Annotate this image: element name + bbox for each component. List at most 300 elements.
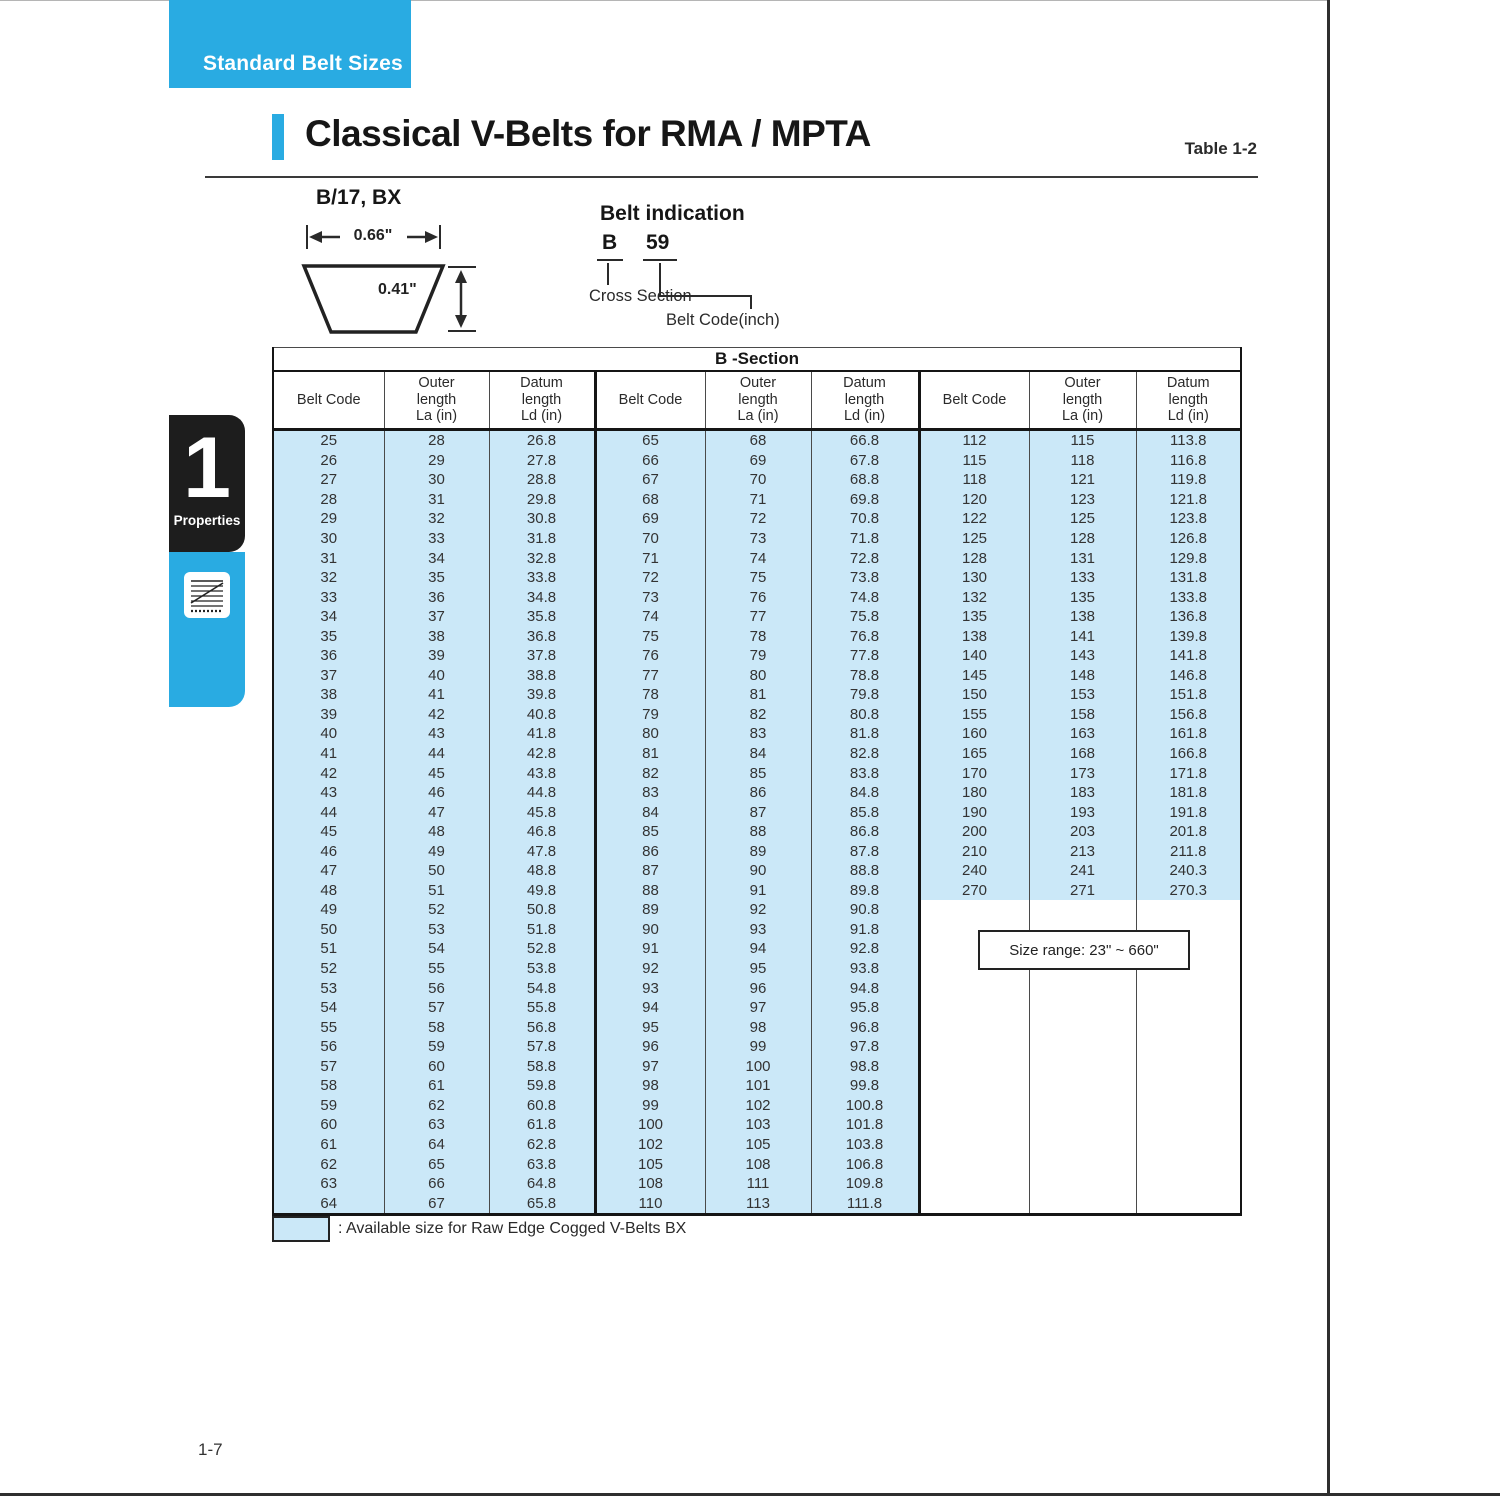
- outer-length-cell: 123: [1029, 490, 1136, 510]
- table-row: [273, 666, 1241, 686]
- table-row: [273, 705, 1241, 725]
- title-accent-bar: [272, 114, 284, 160]
- belt-code-cell: 91: [595, 939, 705, 959]
- outer-length-header: Outer length La (in): [705, 371, 811, 430]
- outer-length-cell: 60: [384, 1057, 489, 1077]
- datum-length-cell: 83.8: [811, 763, 919, 783]
- belt-code-cell: 80: [595, 724, 705, 744]
- outer-length-cell: 98: [705, 1017, 811, 1037]
- datum-length-cell: [1136, 1193, 1241, 1214]
- belt-code-cell: 52: [273, 959, 384, 979]
- outer-length-cell: 128: [1029, 529, 1136, 549]
- table-row: [273, 1017, 1241, 1037]
- datum-length-cell: [1136, 900, 1241, 920]
- datum-length-cell: 27.8: [489, 451, 595, 471]
- belt-trapezoid: [304, 266, 443, 332]
- belt-code-cell: 135: [919, 607, 1029, 627]
- belt-code-cell: 108: [595, 1174, 705, 1194]
- datum-length-cell: 70.8: [811, 509, 919, 529]
- belt-code-cell: 32: [273, 568, 384, 588]
- datum-length-cell: 77.8: [811, 646, 919, 666]
- datum-length-cell: 141.8: [1136, 646, 1241, 666]
- belt-code-cell: 85: [595, 822, 705, 842]
- belt-code-cell: 27: [273, 470, 384, 490]
- outer-length-cell: 42: [384, 705, 489, 725]
- datum-length-cell: [1136, 978, 1241, 998]
- table-row: [273, 568, 1241, 588]
- outer-length-cell: 52: [384, 900, 489, 920]
- datum-length-cell: 50.8: [489, 900, 595, 920]
- belt-code-cell: [919, 1037, 1029, 1057]
- datum-length-cell: 106.8: [811, 1154, 919, 1174]
- belt-code-cell: 77: [595, 666, 705, 686]
- outer-length-cell: [1029, 978, 1136, 998]
- belt-code-cell: [919, 1096, 1029, 1116]
- datum-length-cell: 78.8: [811, 666, 919, 686]
- belt-code-cell: 38: [273, 685, 384, 705]
- outer-length-cell: 86: [705, 783, 811, 803]
- belt-code-cell: 25: [273, 430, 384, 451]
- outer-length-cell: 84: [705, 744, 811, 764]
- page-number: 1-7: [198, 1440, 223, 1459]
- outer-length-cell: 69: [705, 451, 811, 471]
- outer-length-cell: 54: [384, 939, 489, 959]
- outer-length-cell: 38: [384, 626, 489, 646]
- belt-code-cell: 93: [595, 978, 705, 998]
- outer-length-cell: 183: [1029, 783, 1136, 803]
- outer-length-cell: 33: [384, 529, 489, 549]
- datum-length-cell: 270.3: [1136, 881, 1241, 901]
- chapter-icon-block[interactable]: [169, 552, 245, 707]
- cross-section-label: Cross Section: [589, 287, 692, 305]
- datum-length-cell: 30.8: [489, 509, 595, 529]
- belt-code-cell: 210: [919, 841, 1029, 861]
- datum-length-cell: 53.8: [489, 959, 595, 979]
- table-row: [273, 587, 1241, 607]
- cross-section-value: B: [602, 231, 618, 254]
- table-row: [273, 607, 1241, 627]
- table-row: [273, 1135, 1241, 1155]
- datum-length-cell: 34.8: [489, 587, 595, 607]
- belt-code-cell: 61: [273, 1135, 384, 1155]
- outer-length-cell: 40: [384, 666, 489, 686]
- outer-length-cell: 103: [705, 1115, 811, 1135]
- outer-length-cell: 68: [705, 430, 811, 451]
- belt-code-cell: 98: [595, 1076, 705, 1096]
- belt-code-cell: 138: [919, 626, 1029, 646]
- datum-length-cell: 109.8: [811, 1174, 919, 1194]
- outer-length-cell: 46: [384, 783, 489, 803]
- datum-length-cell: 61.8: [489, 1115, 595, 1135]
- title-rule: [205, 176, 1258, 178]
- outer-length-cell: 50: [384, 861, 489, 881]
- outer-length-cell: 57: [384, 998, 489, 1018]
- legend-text: : Available size for Raw Edge Cogged V-Belts BX: [338, 1220, 687, 1237]
- datum-length-cell: 58.8: [489, 1057, 595, 1077]
- datum-length-cell: 74.8: [811, 587, 919, 607]
- datum-length-cell: 87.8: [811, 841, 919, 861]
- chart-table-icon: [184, 572, 230, 618]
- cross-section-underline: [597, 259, 623, 261]
- outer-length-cell: 56: [384, 978, 489, 998]
- outer-length-cell: 173: [1029, 763, 1136, 783]
- belt-code-cell: 63: [273, 1174, 384, 1194]
- outer-length-cell: 102: [705, 1096, 811, 1116]
- chapter-tab[interactable]: [169, 415, 245, 552]
- belt-code-cell: 150: [919, 685, 1029, 705]
- belt-code-cell: 125: [919, 529, 1029, 549]
- belt-code-cell: [919, 1057, 1029, 1077]
- outer-length-cell: 82: [705, 705, 811, 725]
- datum-length-cell: 56.8: [489, 1017, 595, 1037]
- outer-length-cell: 91: [705, 881, 811, 901]
- outer-length-cell: 61: [384, 1076, 489, 1096]
- belt-code-cell: 190: [919, 802, 1029, 822]
- outer-length-cell: 135: [1029, 587, 1136, 607]
- datum-length-cell: 65.8: [489, 1193, 595, 1214]
- belt-code-cell: [919, 1193, 1029, 1214]
- belt-code-cell: 66: [595, 451, 705, 471]
- outer-length-cell: 43: [384, 724, 489, 744]
- size-range-note-box: [978, 930, 1190, 970]
- left-arrowhead-icon: [309, 231, 322, 243]
- outer-length-cell: [1029, 1076, 1136, 1096]
- outer-length-cell: 88: [705, 822, 811, 842]
- datum-length-cell: [1136, 1076, 1241, 1096]
- outer-length-cell: 77: [705, 607, 811, 627]
- table-row: [273, 841, 1241, 861]
- outer-length-cell: 81: [705, 685, 811, 705]
- outer-length-cell: 29: [384, 451, 489, 471]
- datum-length-cell: [1136, 1154, 1241, 1174]
- outer-length-cell: 87: [705, 802, 811, 822]
- outer-length-cell: 92: [705, 900, 811, 920]
- datum-length-cell: 156.8: [1136, 705, 1241, 725]
- outer-length-cell: [1029, 1135, 1136, 1155]
- belt-code-cell: 240: [919, 861, 1029, 881]
- belt-code-cell: 46: [273, 841, 384, 861]
- section-tab: [169, 0, 411, 88]
- outer-length-cell: 95: [705, 959, 811, 979]
- datum-length-cell: 85.8: [811, 802, 919, 822]
- datum-length-cell: 29.8: [489, 490, 595, 510]
- belt-code-cell: 70: [595, 529, 705, 549]
- datum-length-cell: 38.8: [489, 666, 595, 686]
- datum-length-cell: 31.8: [489, 529, 595, 549]
- belt-code-cell: 200: [919, 822, 1029, 842]
- datum-length-cell: 64.8: [489, 1174, 595, 1194]
- table-row: [273, 744, 1241, 764]
- belt-code-cell: 88: [595, 881, 705, 901]
- outer-length-header: Outer length La (in): [1029, 371, 1136, 430]
- datum-length-cell: 63.8: [489, 1154, 595, 1174]
- outer-length-header: Outer length La (in): [384, 371, 489, 430]
- outer-length-cell: 73: [705, 529, 811, 549]
- datum-length-cell: 139.8: [1136, 626, 1241, 646]
- datum-length-cell: 28.8: [489, 470, 595, 490]
- table-row: [273, 978, 1241, 998]
- datum-length-cell: 126.8: [1136, 529, 1241, 549]
- belt-code-label: Belt Code(inch): [666, 311, 780, 329]
- belt-code-cell: 74: [595, 607, 705, 627]
- outer-length-cell: 133: [1029, 568, 1136, 588]
- outer-length-cell: 44: [384, 744, 489, 764]
- belt-code-cell: 76: [595, 646, 705, 666]
- datum-length-cell: 84.8: [811, 783, 919, 803]
- outer-length-cell: 58: [384, 1017, 489, 1037]
- datum-length-cell: 39.8: [489, 685, 595, 705]
- datum-length-cell: 48.8: [489, 861, 595, 881]
- datum-length-cell: 40.8: [489, 705, 595, 725]
- datum-length-cell: 66.8: [811, 430, 919, 451]
- belt-code-cell: 90: [595, 920, 705, 940]
- table-row: [273, 822, 1241, 842]
- datum-length-cell: 90.8: [811, 900, 919, 920]
- outer-length-cell: 271: [1029, 881, 1136, 901]
- datum-length-cell: 49.8: [489, 881, 595, 901]
- outer-length-cell: 90: [705, 861, 811, 881]
- outer-length-cell: [1029, 1115, 1136, 1135]
- datum-length-cell: 93.8: [811, 959, 919, 979]
- datum-length-cell: 72.8: [811, 548, 919, 568]
- belt-code-cell: 99: [595, 1096, 705, 1116]
- datum-length-cell: 68.8: [811, 470, 919, 490]
- datum-length-cell: 76.8: [811, 626, 919, 646]
- outer-length-cell: 113: [705, 1193, 811, 1214]
- belt-code-cell: 40: [273, 724, 384, 744]
- outer-length-cell: 36: [384, 587, 489, 607]
- belt-code-cell: 112: [919, 430, 1029, 451]
- belt-code-header: Belt Code: [919, 371, 1029, 430]
- belt-code-cell: 89: [595, 900, 705, 920]
- belt-code-cell: 59: [273, 1096, 384, 1116]
- datum-length-cell: [1136, 1174, 1241, 1194]
- cross-section-connector: [607, 263, 609, 285]
- belt-table-body: [273, 430, 1241, 1215]
- outer-length-cell: 41: [384, 685, 489, 705]
- belt-table-header-row: [273, 371, 1241, 430]
- outer-length-cell: 213: [1029, 841, 1136, 861]
- table-row: [273, 1096, 1241, 1116]
- datum-length-cell: 33.8: [489, 568, 595, 588]
- outer-length-cell: 163: [1029, 724, 1136, 744]
- datum-length-cell: 146.8: [1136, 666, 1241, 686]
- belt-code-cell: 26: [273, 451, 384, 471]
- datum-length-cell: 98.8: [811, 1057, 919, 1077]
- belt-code-cell: [919, 900, 1029, 920]
- outer-length-cell: 39: [384, 646, 489, 666]
- outer-length-cell: 148: [1029, 666, 1136, 686]
- table-row: [273, 1115, 1241, 1135]
- belt-code-cell: 95: [595, 1017, 705, 1037]
- belt-code-cell: 56: [273, 1037, 384, 1057]
- table-row: [273, 763, 1241, 783]
- table-row: [273, 685, 1241, 705]
- datum-length-cell: 41.8: [489, 724, 595, 744]
- outer-length-cell: 94: [705, 939, 811, 959]
- belt-code-cell: 82: [595, 763, 705, 783]
- outer-length-cell: 131: [1029, 548, 1136, 568]
- outer-length-cell: 28: [384, 430, 489, 451]
- outer-length-cell: [1029, 900, 1136, 920]
- outer-length-cell: 241: [1029, 861, 1136, 881]
- belt-code-cell: 79: [595, 705, 705, 725]
- datum-length-cell: 116.8: [1136, 451, 1241, 471]
- belt-code-cell: 29: [273, 509, 384, 529]
- outer-length-cell: 83: [705, 724, 811, 744]
- belt-code-cell: 118: [919, 470, 1029, 490]
- belt-width-dimension: 0.66": [353, 227, 393, 244]
- page-bottom-border: [0, 1493, 1500, 1496]
- datum-length-cell: 37.8: [489, 646, 595, 666]
- chart-table-icon-svg: [184, 572, 230, 618]
- datum-length-cell: 103.8: [811, 1135, 919, 1155]
- belt-code-cell: 41: [273, 744, 384, 764]
- belt-code-cell: 64: [273, 1193, 384, 1214]
- datum-length-cell: 59.8: [489, 1076, 595, 1096]
- belt-code-cell: 57: [273, 1057, 384, 1077]
- outer-length-cell: 93: [705, 920, 811, 940]
- belt-code-cell: 94: [595, 998, 705, 1018]
- datum-length-cell: [1136, 1096, 1241, 1116]
- belt-code-cell: 45: [273, 822, 384, 842]
- belt-code-cell: 58: [273, 1076, 384, 1096]
- belt-code-underline: [643, 259, 677, 261]
- datum-length-cell: 240.3: [1136, 861, 1241, 881]
- datum-length-cell: [1136, 1057, 1241, 1077]
- outer-length-cell: 37: [384, 607, 489, 627]
- belt-code-cell: [919, 1115, 1029, 1135]
- belt-code-cell: 72: [595, 568, 705, 588]
- belt-code-cell: 36: [273, 646, 384, 666]
- belt-code-cell: 73: [595, 587, 705, 607]
- belt-code-cell: 115: [919, 451, 1029, 471]
- table-row: [273, 451, 1241, 471]
- datum-length-cell: 151.8: [1136, 685, 1241, 705]
- datum-length-cell: 35.8: [489, 607, 595, 627]
- outer-length-cell: 70: [705, 470, 811, 490]
- outer-length-cell: 35: [384, 568, 489, 588]
- outer-length-cell: 30: [384, 470, 489, 490]
- belt-code-cell: 48: [273, 881, 384, 901]
- outer-length-cell: 51: [384, 881, 489, 901]
- outer-length-cell: 32: [384, 509, 489, 529]
- datum-length-cell: 161.8: [1136, 724, 1241, 744]
- belt-code-cell: 54: [273, 998, 384, 1018]
- datum-length-cell: 73.8: [811, 568, 919, 588]
- datum-length-cell: 133.8: [1136, 587, 1241, 607]
- table-row: [273, 998, 1241, 1018]
- table-number-label: Table 1-2: [1184, 139, 1257, 158]
- datum-length-cell: 100.8: [811, 1096, 919, 1116]
- outer-length-cell: [1029, 998, 1136, 1018]
- table-row: [273, 626, 1241, 646]
- chapter-number: 1: [183, 420, 231, 516]
- belt-code-cell: 100: [595, 1115, 705, 1135]
- belt-code-cell: 128: [919, 548, 1029, 568]
- belt-code-cell: 81: [595, 744, 705, 764]
- belt-code-cell: 122: [919, 509, 1029, 529]
- belt-code-cell: 50: [273, 920, 384, 940]
- datum-length-cell: 79.8: [811, 685, 919, 705]
- outer-length-cell: 97: [705, 998, 811, 1018]
- belt-code-cell: 69: [595, 509, 705, 529]
- datum-length-cell: 26.8: [489, 430, 595, 451]
- outer-length-cell: 59: [384, 1037, 489, 1057]
- outer-length-cell: 64: [384, 1135, 489, 1155]
- table-row: [273, 1174, 1241, 1194]
- datum-length-cell: 97.8: [811, 1037, 919, 1057]
- belt-code-cell: 87: [595, 861, 705, 881]
- outer-length-cell: 85: [705, 763, 811, 783]
- outer-length-cell: [1029, 1174, 1136, 1194]
- belt-code-cell: [919, 998, 1029, 1018]
- table-row: [273, 430, 1241, 451]
- outer-length-cell: [1029, 1154, 1136, 1174]
- datum-length-cell: 86.8: [811, 822, 919, 842]
- outer-length-cell: [1029, 1017, 1136, 1037]
- outer-length-cell: 101: [705, 1076, 811, 1096]
- belt-code-cell: 78: [595, 685, 705, 705]
- section-title: B -Section: [273, 348, 1241, 372]
- belt-code-cell: 86: [595, 841, 705, 861]
- belt-code-cell: 51: [273, 939, 384, 959]
- datum-length-cell: 80.8: [811, 705, 919, 725]
- section-tab-label: Standard Belt Sizes: [203, 52, 403, 75]
- datum-length-cell: 52.8: [489, 939, 595, 959]
- datum-length-cell: 43.8: [489, 763, 595, 783]
- outer-length-cell: 63: [384, 1115, 489, 1135]
- outer-length-cell: 79: [705, 646, 811, 666]
- belt-code-cell: 110: [595, 1193, 705, 1214]
- outer-length-cell: [1029, 1096, 1136, 1116]
- outer-length-cell: 141: [1029, 626, 1136, 646]
- outer-length-cell: 62: [384, 1096, 489, 1116]
- outer-length-cell: 115: [1029, 430, 1136, 451]
- datum-length-header: Datum length Ld (in): [1136, 371, 1241, 430]
- datum-length-cell: [1136, 1037, 1241, 1057]
- datum-length-cell: [1136, 1115, 1241, 1135]
- datum-length-header: Datum length Ld (in): [489, 371, 595, 430]
- datum-length-cell: 123.8: [1136, 509, 1241, 529]
- belt-code-cell: 43: [273, 783, 384, 803]
- datum-length-cell: [1136, 1017, 1241, 1037]
- belt-code-cell: 28: [273, 490, 384, 510]
- datum-length-cell: 81.8: [811, 724, 919, 744]
- outer-length-cell: 125: [1029, 509, 1136, 529]
- belt-code-cell: 55: [273, 1017, 384, 1037]
- datum-length-cell: 42.8: [489, 744, 595, 764]
- outer-length-cell: 48: [384, 822, 489, 842]
- outer-length-cell: 74: [705, 548, 811, 568]
- outer-length-cell: 71: [705, 490, 811, 510]
- belt-code-cell: 165: [919, 744, 1029, 764]
- belt-code-cell: [919, 1154, 1029, 1174]
- outer-length-cell: 203: [1029, 822, 1136, 842]
- outer-length-cell: 100: [705, 1057, 811, 1077]
- outer-length-cell: 89: [705, 841, 811, 861]
- datum-length-cell: 99.8: [811, 1076, 919, 1096]
- datum-length-cell: 71.8: [811, 529, 919, 549]
- outer-length-cell: 143: [1029, 646, 1136, 666]
- datum-length-cell: 89.8: [811, 881, 919, 901]
- outer-length-cell: 105: [705, 1135, 811, 1155]
- outer-length-cell: 31: [384, 490, 489, 510]
- datum-length-cell: 94.8: [811, 978, 919, 998]
- belt-code-cell: 62: [273, 1154, 384, 1174]
- belt-code-cell: 97: [595, 1057, 705, 1077]
- table-row: [273, 1057, 1241, 1077]
